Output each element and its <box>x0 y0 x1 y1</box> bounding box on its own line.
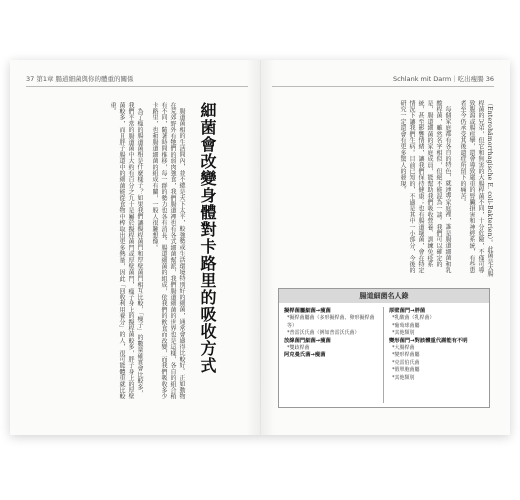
gutter-shadow-left <box>246 60 260 435</box>
box-group-title: 阿克曼氏菌→瘦菌 <box>284 352 326 359</box>
box-group-item: *乳酸菌（乳桿菌） <box>392 315 435 322</box>
page-header-left: 37 第1章 腸道細菌與你的體重的關係 <box>26 75 134 83</box>
box-group-title: 厚壁菌門→胖菌 <box>389 308 426 314</box>
box-group-title: 放線菌門細菌→瘦菌 <box>284 337 331 344</box>
box-group-title: 擬桿菌屬細菌→瘦菌 <box>284 308 331 314</box>
header-rule-left <box>26 86 248 87</box>
left-paragraph-2: 為了瘦的腸道菌相是什麼樣子？如果我們讓擬桿菌門和厚壁菌門相互比較，「瘦子」的數量確實會比較多，我們平常的腸道菌中大約有百分之九十是屬於擬桿菌門或厚壁菌門，瘦子身上的擬桿菌較多，胖子身上的厚壁菌較多，而且胖子腸道中的細菌能從食物中榨取出更多熱量，因此「回收利用養分」的人，很可能體重就比較重。 <box>109 102 143 400</box>
left-paragraph-1: 腸道菌相的生活間內，並不總是天下太平，較強勢或生活環境特別好的細菌，通常會過得比較好。正如動物在荒郊野外有牠們的弱肉強食，我們腸道裡也有各式細菌幫派，我們腸道細菌的世界也是這樣，各自的組合稍有不同，隨著時間推移，每一群的勢力也各有消長。腸道細菌的組成，依我們的飲食而改變，而我們吸收多少卡路里，也和腸道細菌的組成有關，一般人很難想像。 <box>151 102 185 400</box>
box-group-item: *普雷沃氏菌（例如普雷沃氏菌） <box>287 330 360 337</box>
box-group-item: *克雷伯氏菌 <box>392 359 420 366</box>
box-group-item: *大腸桿菌 <box>392 345 415 352</box>
box-group-item: *其他類別 <box>392 374 415 381</box>
chapter-title: 細菌會改變身體對卡路里的吸收方式 <box>198 102 217 374</box>
box-group-item: *變形桿菌屬 <box>392 352 420 359</box>
box-group-title: 變形菌門→對該體重代謝能有不明 <box>389 337 468 344</box>
box-group <box>284 338 382 353</box>
book-gutter <box>260 60 261 435</box>
right-page-body <box>272 100 494 278</box>
box-group-item: *假單胞菌屬 <box>392 367 420 374</box>
box-group-item: *其他類別 <box>392 330 415 337</box>
page-header-right: Schlank mit Darm｜吃出瘦腸 36 <box>392 75 494 83</box>
header-rule-right <box>272 86 494 87</box>
sidebar-box-body <box>279 303 489 407</box>
right-paragraph-2: 每個家庭都有各自的特色，就連專家庭裡，誰是腸道細菌和乳酸桿菌，雖然名字相似，但絕不能混為一談。我們可以確定的是，腸道細菌的家庭成員，能幫助我們吸收營養、訓練免疫系統，甚至影響情緒，讓我們保持健康；也有腸道壞菌，會在特定情況下讓我們生病。目前已知的，不過是其中一小部分，今後的研究一定還會有更多驚人的發現。 <box>399 100 451 274</box>
right-paragraph-1: （Enterohämorrhagische E. coli-Bakterien）。此菌是大腸桿菌的兄弟，但它和無害的大腸桿菌不同，十分危險，不僅可導致腹瀉或腸痙攣，還會導致嚴重的腎臟損害和神經系統，有些患者至今仍承受其後遺症所留下的痛苦。 <box>459 100 493 278</box>
box-column-right <box>389 308 487 382</box>
box-group-item: *擬桿菌屬菌（多形擬桿菌、卵形擬桿菌等） <box>287 315 375 329</box>
box-group-item: *雙歧桿菌 <box>287 345 310 352</box>
box-group <box>284 352 382 359</box>
box-group <box>389 308 487 338</box>
box-column-left <box>284 308 382 360</box>
box-group-item: *葡萄球菌屬 <box>392 322 420 329</box>
box-divider <box>383 307 384 403</box>
box-group <box>284 308 382 338</box>
sidebar-box-title: 腸道細菌名人錄 <box>279 289 489 303</box>
book-spread <box>10 60 510 435</box>
sidebar-box <box>278 288 490 408</box>
box-group <box>389 338 487 382</box>
left-page-body <box>40 102 186 402</box>
